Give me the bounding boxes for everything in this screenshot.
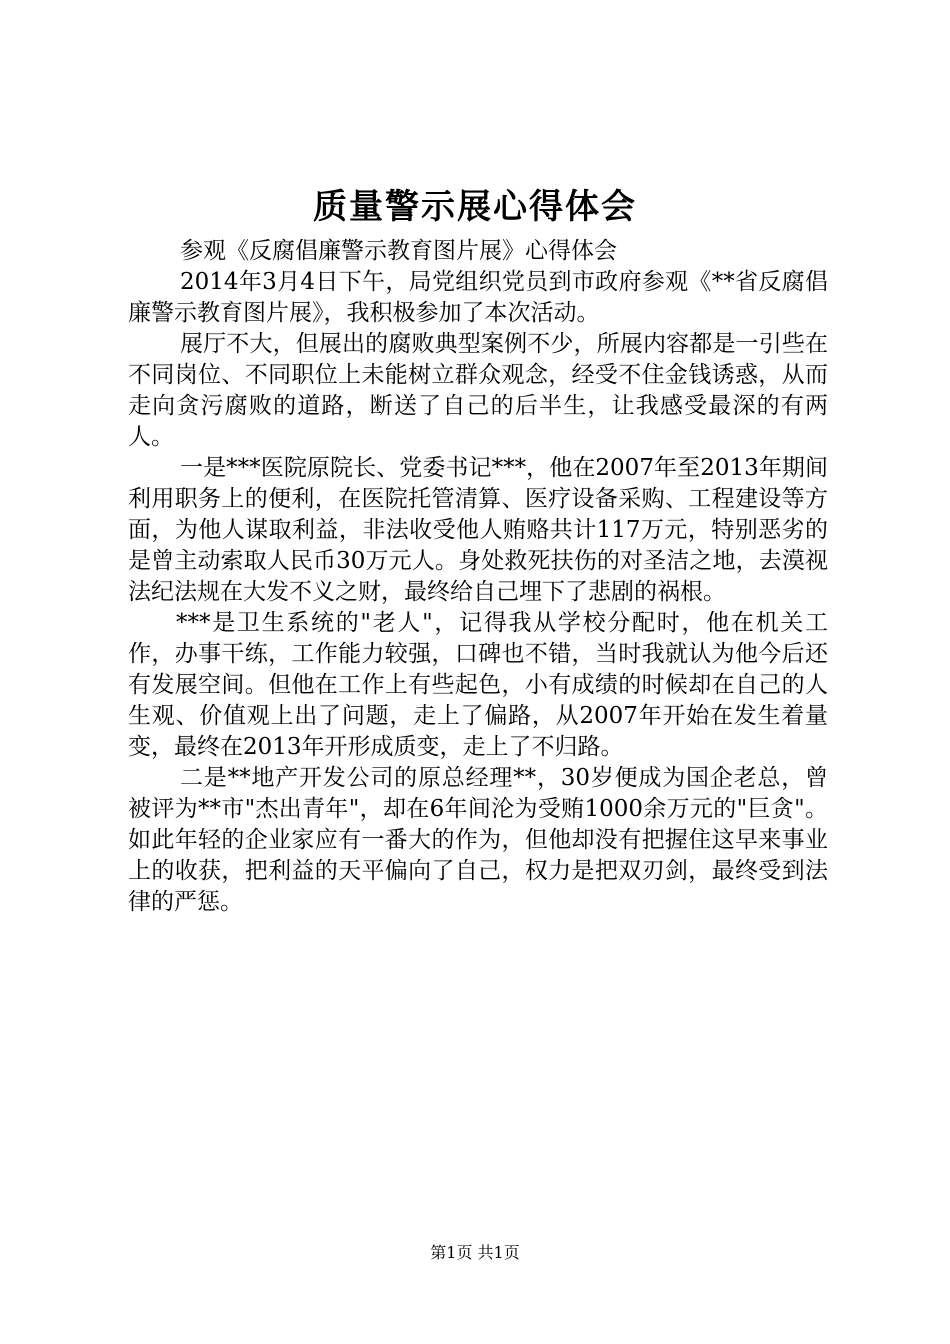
subtitle-paragraph: 参观《反腐倡廉警示教育图片展》心得体会 [180,238,617,264]
document-body [128,236,828,918]
body-paragraph: 2014年3月4日下午，局党组织党员到市政府参观《**省反腐倡廉警示教育图片展》，我积极参加了本次活动。 [128,269,828,326]
body-paragraph: ***是卫生系统的"老人"，记得我从学校分配时，他在机关工作，办事干练，工作能力较强，口碑也不错，当时我就认为他今后还有发展空间。但他在工作上有些起色，小有成绩的时候却在自己的人生观、价值观上出了问题，走上了偏路，从2007年开始在发生着量变，最终在2013年开形成质变，走上了不归路。 [128,610,828,760]
body-paragraph: 二是**地产开发公司的原总经理**，30岁便成为国企老总，曾被评为**市"杰出青年"，却在6年间沦为受贿1000余万元的"巨贪"。如此年轻的企业家应有一番大的作为，但他却没有把握住这早来事业上的收获，把利益的天平偏向了自己，权力是把双刃剑，最终受到法律的严惩。 [128,765,828,915]
page-number-footer: 第1页 共1页 [430,1243,520,1262]
body-paragraph: 展厅不大，但展出的腐败典型案例不少，所展内容都是一引些在不同岗位、不同职位上未能树立群众观念，经受不住金钱诱惑，从而走向贪污腐败的道路，断送了自己的后半生，让我感受最深的有两人。 [128,331,828,450]
document-title: 质量警示展心得体会 [313,187,637,227]
body-paragraph: 一是***医院原院长、党委书记***，他在2007年至2013年期间利用职务上的便利，在医院托管清算、医疗设备采购、工程建设等方面，为他人谋取利益，非法收受他人贿赂共计117万元，特别恶劣的是曾主动索取人民币30万元人。身处救死扶伤的对圣洁之地，去漠视法纪法规在大发不义之财，最终给自己埋下了悲剧的祸根。 [128,455,828,605]
